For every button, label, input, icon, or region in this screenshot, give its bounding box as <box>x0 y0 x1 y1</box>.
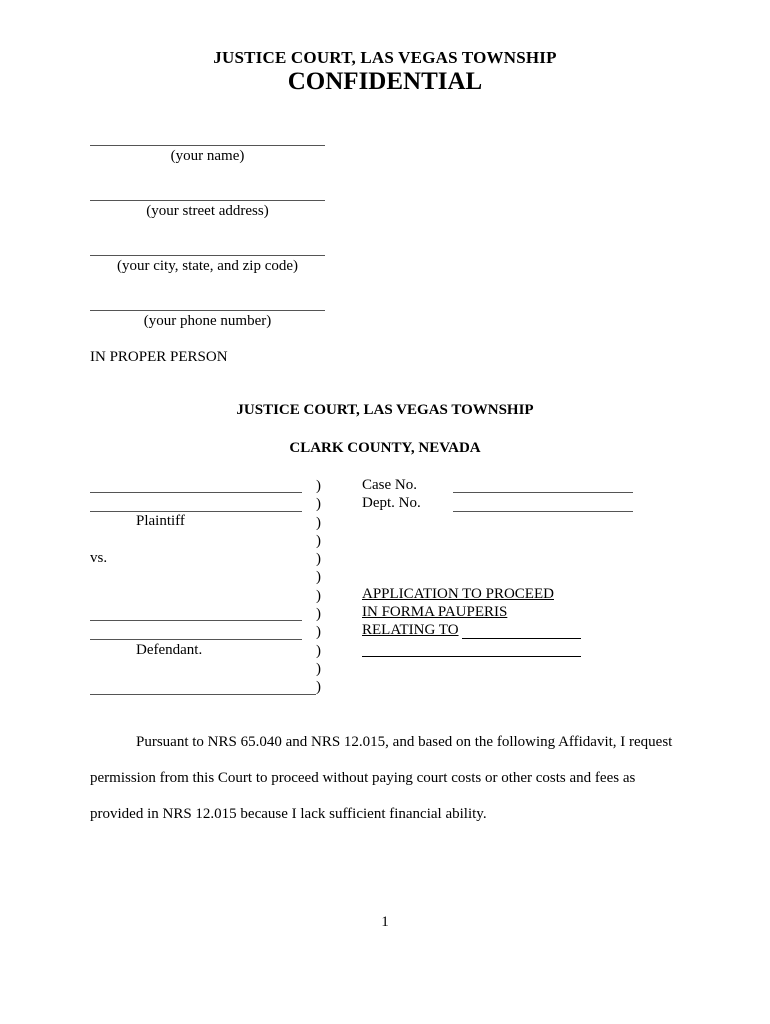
phone-line[interactable] <box>90 310 325 311</box>
caption-county: CLARK COUNTY, NEVADA <box>289 440 481 456</box>
street-line[interactable] <box>90 200 325 201</box>
paren-column: ) ) ) ) ) ) ) ) ) ) ) ) <box>316 478 321 696</box>
application-title-line1: APPLICATION TO PROCEED <box>362 586 554 602</box>
case-no-line[interactable] <box>453 492 633 493</box>
caption-court: JUSTICE COURT, LAS VEGAS TOWNSHIP <box>236 402 534 418</box>
city-line[interactable] <box>90 255 325 256</box>
dept-no-line[interactable] <box>453 511 633 512</box>
body-line-1: Pursuant to NRS 65.040 and NRS 12.015, and based on the following Affidavit, I request <box>136 734 673 750</box>
plaintiff-line-1[interactable] <box>90 492 302 493</box>
application-title-line2: IN FORMA PAUPERIS <box>362 604 508 620</box>
dept-no-label: Dept. No. <box>362 495 421 511</box>
vs-label: vs. <box>90 550 108 566</box>
body-line-3: provided in NRS 12.015 because I lack sufficient financial ability. <box>90 806 487 822</box>
city-label: (your city, state, and zip code) <box>116 258 299 274</box>
defendant-line-3[interactable] <box>90 694 316 695</box>
defendant-line-1[interactable] <box>90 620 302 621</box>
relating-to-line-1[interactable] <box>462 638 581 639</box>
proper-person: IN PROPER PERSON <box>90 349 228 365</box>
phone-label: (your phone number) <box>143 313 272 329</box>
case-no-label: Case No. <box>362 477 417 493</box>
defendant-label: Defendant. <box>136 642 203 658</box>
street-label: (your street address) <box>146 203 269 219</box>
plaintiff-label: Plaintiff <box>136 513 185 529</box>
court-header: JUSTICE COURT, LAS VEGAS TOWNSHIP <box>213 48 557 67</box>
name-line[interactable] <box>90 145 325 146</box>
application-title-line3: RELATING TO <box>362 622 459 638</box>
page-number: 1 <box>381 914 389 930</box>
body-line-2: permission from this Court to proceed without paying court costs or other costs and fees as <box>90 770 636 786</box>
name-label: (your name) <box>170 148 245 164</box>
confidential-title: CONFIDENTIAL <box>287 68 483 95</box>
defendant-line-2[interactable] <box>90 639 302 640</box>
plaintiff-line-2[interactable] <box>90 511 302 512</box>
relating-to-line-2[interactable] <box>362 656 581 657</box>
